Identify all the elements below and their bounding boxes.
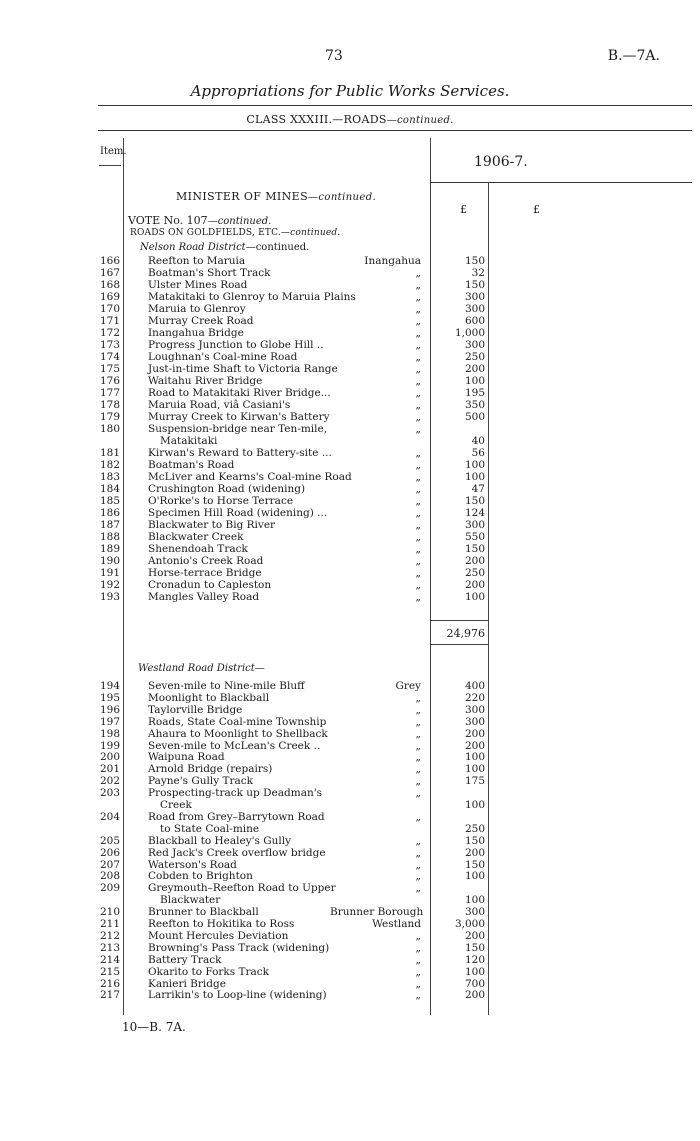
item-number: 187 <box>100 519 121 531</box>
item-amount: 300 <box>464 303 485 315</box>
district-name: „ <box>415 834 421 847</box>
district-name: „ <box>415 279 421 291</box>
item-number: 203 <box>100 787 121 800</box>
item-description: Roads, State Coal-mine Township <box>148 715 327 728</box>
item-description: Specimen Hill Road (widening) ... <box>148 507 328 519</box>
table-row <box>0 775 700 787</box>
item-amount: 100 <box>464 471 485 483</box>
district-name: „ <box>415 727 421 740</box>
item-column-header: Item. <box>100 146 127 157</box>
item-description: Road to Matakitaki River Bridge... <box>148 387 331 399</box>
item-amount: 124 <box>464 507 485 519</box>
table-row <box>0 763 700 775</box>
item-description: Road from Grey–Barrytown Road <box>148 810 325 823</box>
item-number: 168 <box>100 279 121 291</box>
district-name: „ <box>415 739 421 752</box>
item-number: 201 <box>100 763 121 776</box>
item-number: 189 <box>100 543 121 555</box>
table-row <box>0 339 700 351</box>
item-description: Suspension-bridge near Ten-mile, <box>148 423 328 435</box>
district-name: Grey <box>395 680 421 692</box>
item-amount: 300 <box>464 906 485 919</box>
item-number: 209 <box>100 882 121 895</box>
item-description: Waterson's Road <box>148 858 237 871</box>
item-description: Larrikin's to Loop-line (widening) <box>148 989 327 1002</box>
item-description: Maruia to Glenroy <box>148 303 246 315</box>
item-amount: 195 <box>464 387 485 399</box>
item-amount: 56 <box>471 447 485 459</box>
item-description: Okarito to Forks Track <box>148 965 270 978</box>
item-description: Matakitaki to Glenroy to Maruia Plains <box>148 291 356 303</box>
district-name: „ <box>415 543 421 555</box>
item-number: 207 <box>100 858 121 871</box>
district-name: Inangahua <box>364 255 421 267</box>
district-name: „ <box>415 965 421 978</box>
table-row <box>0 303 700 315</box>
item-amount: 3,000 <box>454 918 485 930</box>
district-name: „ <box>415 858 421 871</box>
table-row <box>0 495 700 507</box>
table-row <box>0 399 700 411</box>
district-name: „ <box>415 941 421 954</box>
item-description: Reefton to Hokitika to Ross <box>148 918 295 930</box>
item-amount: 200 <box>464 579 485 591</box>
item-amount: 100 <box>464 459 485 471</box>
item-number: 172 <box>100 327 121 339</box>
item-description: O'Rorke's to Horse Terrace <box>148 495 294 507</box>
item-amount: 200 <box>464 929 485 942</box>
item-number: 197 <box>100 715 121 728</box>
westland-district-heading: Westland Road District— <box>138 663 265 674</box>
item-amount: 150 <box>464 255 485 267</box>
item-description: Prospecting-track up Deadman's <box>148 787 322 800</box>
item-number: 176 <box>100 375 121 387</box>
item-description: Cronadun to Capleston <box>148 579 272 591</box>
item-amount: 150 <box>464 941 485 954</box>
district-name: „ <box>415 507 421 519</box>
item-description: Cobden to Brighton <box>148 870 253 883</box>
table-row <box>0 704 700 716</box>
item-description: Kirwan's Reward to Battery-site ... <box>148 447 332 459</box>
item-number: 183 <box>100 471 121 483</box>
district-name: „ <box>415 519 421 531</box>
district-name: „ <box>415 351 421 363</box>
item-number: 210 <box>100 906 121 919</box>
item-amount: 300 <box>464 339 485 351</box>
item-amount: 400 <box>464 680 485 692</box>
table-row <box>0 291 700 303</box>
district-name: „ <box>415 846 421 859</box>
district-name: Brunner Borough <box>330 906 424 919</box>
item-number: 169 <box>100 291 121 303</box>
district-name: „ <box>415 763 421 776</box>
item-description: Murray Creek Road <box>148 315 254 327</box>
item-amount: 40 <box>471 435 485 447</box>
item-amount: 150 <box>464 495 485 507</box>
item-number: 214 <box>100 953 121 966</box>
item-description: Greymouth–Reefton Road to Upper <box>148 882 336 895</box>
table-row <box>0 363 700 375</box>
table-row-continuation <box>0 435 700 447</box>
district-name: „ <box>415 953 421 966</box>
table-row-continuation <box>0 894 700 906</box>
item-description: Blackwater Creek <box>148 531 244 543</box>
item-number: 181 <box>100 447 121 459</box>
item-description: Arnold Bridge (repairs) <box>148 763 273 776</box>
item-number: 186 <box>100 507 121 519</box>
table-row <box>0 870 700 882</box>
table-row <box>0 267 700 279</box>
district-name: „ <box>415 531 421 543</box>
table-row <box>0 555 700 567</box>
table-row <box>0 847 700 859</box>
item-amount: 150 <box>464 279 485 291</box>
item-amount: 300 <box>464 291 485 303</box>
district-name: „ <box>415 787 421 800</box>
table-row <box>0 989 700 1001</box>
item-description: Kanieri Bridge <box>148 977 226 990</box>
item-description: Inangahua Bridge <box>148 327 244 339</box>
item-number: 190 <box>100 555 121 567</box>
item-amount: 300 <box>464 715 485 728</box>
item-number: 215 <box>100 965 121 978</box>
item-amount: 250 <box>464 567 485 579</box>
item-description: Brunner to Blackball <box>148 906 259 919</box>
item-number: 184 <box>100 483 121 495</box>
district-name: „ <box>415 471 421 483</box>
item-description: Ahaura to Moonlight to Shellback <box>148 727 328 740</box>
table-row <box>0 728 700 740</box>
district-name: „ <box>415 423 421 435</box>
district-name: „ <box>415 882 421 895</box>
table-row-continuation <box>0 823 700 835</box>
district-name: „ <box>415 977 421 990</box>
item-number: 182 <box>100 459 121 471</box>
item-number: 199 <box>100 739 121 752</box>
item-description: Shenendoah Track <box>148 543 248 555</box>
item-description: Antonio's Creek Road <box>148 555 264 567</box>
item-amount: 47 <box>471 483 485 495</box>
item-amount: 500 <box>464 411 485 423</box>
item-number: 171 <box>100 315 121 327</box>
item-amount: 175 <box>464 775 485 788</box>
district-name: „ <box>415 387 421 399</box>
item-number: 206 <box>100 846 121 859</box>
district-name: „ <box>415 579 421 591</box>
item-description: Crushington Road (widening) <box>148 483 306 495</box>
item-description: Red Jack's Creek overflow bridge <box>148 846 326 859</box>
item-amount: 550 <box>464 531 485 543</box>
table-row <box>0 519 700 531</box>
table-row <box>0 811 700 823</box>
district-name: „ <box>415 555 421 567</box>
district-name: „ <box>415 375 421 387</box>
item-description: Taylorville Bridge <box>148 703 243 716</box>
district-name: „ <box>415 591 421 603</box>
item-description: Progress Junction to Globe Hill .. <box>148 339 324 351</box>
item-description: Mangles Valley Road <box>148 591 260 603</box>
table-row <box>0 954 700 966</box>
page-number: 73 <box>325 48 343 64</box>
document-reference: B.—7A. <box>607 48 660 64</box>
item-amount: 100 <box>464 965 485 978</box>
item-amount: 150 <box>464 543 485 555</box>
table-row <box>0 375 700 387</box>
subtitle-rule <box>98 130 692 131</box>
item-number: 179 <box>100 411 121 423</box>
item-amount: 150 <box>464 858 485 871</box>
item-amount: 32 <box>471 267 485 279</box>
item-amount: 100 <box>464 375 485 387</box>
table-row <box>0 716 700 728</box>
district-name: „ <box>415 810 421 823</box>
district-name: Westland <box>372 918 421 930</box>
item-amount: 120 <box>464 953 485 966</box>
item-number: 196 <box>100 703 121 716</box>
item-amount: 200 <box>464 727 485 740</box>
district-name: „ <box>415 303 421 315</box>
item-number: 166 <box>100 255 121 267</box>
item-description: Reefton to Maruia <box>148 255 246 267</box>
district-name: „ <box>415 775 421 788</box>
table-row <box>0 942 700 954</box>
district-name: „ <box>415 703 421 716</box>
item-amount: 100 <box>464 870 485 883</box>
table-row <box>0 507 700 519</box>
item-number: 213 <box>100 941 121 954</box>
item-amount: 200 <box>464 739 485 752</box>
district-name: „ <box>415 715 421 728</box>
table-row <box>0 930 700 942</box>
table-row <box>0 692 700 704</box>
ministry-heading: MINISTER OF MINES—continued. <box>176 190 377 203</box>
item-description: Just-in-time Shaft to Victoria Range <box>148 363 338 375</box>
table-row <box>0 787 700 799</box>
table-row <box>0 447 700 459</box>
table-row-continuation <box>0 799 700 811</box>
item-description: Maruia Road, viâ Casiani's <box>148 399 291 411</box>
item-number: 205 <box>100 834 121 847</box>
item-number: 177 <box>100 387 121 399</box>
table-row <box>0 543 700 555</box>
item-amount: 220 <box>464 691 485 704</box>
item-number: 204 <box>100 810 121 823</box>
item-number: 191 <box>100 567 121 579</box>
subtotal-rule-bottom <box>430 644 488 645</box>
item-number: 216 <box>100 977 121 990</box>
table-row <box>0 918 700 930</box>
item-amount: 100 <box>464 763 485 776</box>
item-description: Mount Hercules Deviation <box>148 929 289 942</box>
item-description: Horse-terrace Bridge <box>148 567 262 579</box>
item-amount: 200 <box>464 989 485 1002</box>
item-amount: 1,000 <box>454 327 485 339</box>
item-description: Payne's Gully Track <box>148 775 254 788</box>
table-row <box>0 471 700 483</box>
item-number: 170 <box>100 303 121 315</box>
district-name: „ <box>415 363 421 375</box>
item-description: Ulster Mines Road <box>148 279 248 291</box>
district-name: „ <box>415 399 421 411</box>
roads-heading: ROADS ON GOLDFIELDS, ETC.—continued. <box>130 228 341 238</box>
item-number: 188 <box>100 531 121 543</box>
item-amount: 200 <box>464 555 485 567</box>
district-name: „ <box>415 483 421 495</box>
item-description: Waipuna Road <box>148 751 225 764</box>
year-rule <box>430 182 692 183</box>
item-number: 167 <box>100 267 121 279</box>
table-row <box>0 483 700 495</box>
table-row <box>0 882 700 894</box>
item-number: 192 <box>100 579 121 591</box>
district-name: „ <box>415 267 421 279</box>
subtotal-rule <box>430 620 488 621</box>
table-row <box>0 387 700 399</box>
item-description: Boatman's Short Track <box>148 267 271 279</box>
district-name: „ <box>415 315 421 327</box>
table-row <box>0 680 700 692</box>
item-description-continuation: Matakitaki <box>160 435 218 447</box>
item-number: 212 <box>100 929 121 942</box>
item-description: Moonlight to Blackball <box>148 691 270 704</box>
item-number: 194 <box>100 680 121 692</box>
table-row <box>0 906 700 918</box>
item-description: Battery Track <box>148 953 222 966</box>
item-number: 202 <box>100 775 121 788</box>
item-amount: 100 <box>464 591 485 603</box>
item-description: Seven-mile to McLean's Creek .. <box>148 739 321 752</box>
item-description: Loughnan's Coal-mine Road <box>148 351 298 363</box>
table-row <box>0 327 700 339</box>
signature-mark: 10—B. 7A. <box>122 1020 186 1034</box>
item-description: Browning's Pass Track (widening) <box>148 941 330 954</box>
nelson-district-heading: Nelson Road District—continued. <box>140 242 310 253</box>
vote-heading: VOTE No. 107—continued. <box>128 214 272 227</box>
item-amount: 250 <box>464 822 485 835</box>
item-description-continuation: Creek <box>160 799 192 811</box>
item-amount: 100 <box>464 894 485 907</box>
table-row <box>0 315 700 327</box>
item-description: Murray Creek to Kirwan's Battery <box>148 411 330 423</box>
district-name: „ <box>415 929 421 942</box>
table-row <box>0 966 700 978</box>
item-number: 175 <box>100 363 121 375</box>
table-row <box>0 751 700 763</box>
item-amount: 300 <box>464 703 485 716</box>
item-amount: 200 <box>464 363 485 375</box>
item-number: 173 <box>100 339 121 351</box>
table-row <box>0 279 700 291</box>
item-number: 211 <box>100 918 121 930</box>
district-name: „ <box>415 459 421 471</box>
item-description: Boatman's Road <box>148 459 235 471</box>
district-name: „ <box>415 751 421 764</box>
table-row <box>0 423 700 435</box>
class-title: CLASS XXXIII.—ROADS—continued. <box>246 113 454 126</box>
item-header-underline <box>99 165 121 166</box>
item-number: 185 <box>100 495 121 507</box>
district-name: „ <box>415 691 421 704</box>
item-number: 208 <box>100 870 121 883</box>
district-name: „ <box>415 339 421 351</box>
item-amount: 100 <box>464 751 485 764</box>
table-row <box>0 978 700 990</box>
pound-symbol-1: £ <box>460 203 467 216</box>
item-description: Waitahu River Bridge <box>148 375 263 387</box>
item-amount: 200 <box>464 846 485 859</box>
district-name: „ <box>415 567 421 579</box>
table-row <box>0 579 700 591</box>
item-description: Seven-mile to Nine-mile Bluff <box>148 680 305 692</box>
table-row <box>0 835 700 847</box>
item-amount: 150 <box>464 834 485 847</box>
table-row <box>0 531 700 543</box>
district-name: „ <box>415 291 421 303</box>
table-row <box>0 459 700 471</box>
item-description-continuation: Blackwater <box>160 894 221 907</box>
table-row <box>0 740 700 752</box>
table-row <box>0 351 700 363</box>
nelson-total: 24,976 <box>446 627 485 640</box>
item-number: 198 <box>100 727 121 740</box>
district-name: „ <box>415 495 421 507</box>
item-number: 174 <box>100 351 121 363</box>
item-number: 195 <box>100 691 121 704</box>
district-name: „ <box>415 447 421 459</box>
item-number: 178 <box>100 399 121 411</box>
table-row <box>0 255 700 267</box>
table-row <box>0 859 700 871</box>
item-amount: 700 <box>464 977 485 990</box>
item-description-continuation: to State Coal-mine <box>160 822 260 835</box>
item-number: 217 <box>100 989 121 1002</box>
table-row <box>0 411 700 423</box>
item-amount: 250 <box>464 351 485 363</box>
pound-symbol-2: £ <box>533 203 540 216</box>
district-name: „ <box>415 870 421 883</box>
item-description: Blackwater to Big River <box>148 519 276 531</box>
page-title: Appropriations for Public Works Services. <box>190 82 510 100</box>
item-amount: 100 <box>464 799 485 811</box>
item-amount: 600 <box>464 315 485 327</box>
item-amount: 350 <box>464 399 485 411</box>
item-number: 180 <box>100 423 121 435</box>
district-name: „ <box>415 327 421 339</box>
district-name: „ <box>415 989 421 1002</box>
item-description: McLiver and Kearns's Coal-mine Road <box>148 471 352 483</box>
table-row <box>0 591 700 603</box>
item-number: 193 <box>100 591 121 603</box>
table-row <box>0 567 700 579</box>
item-number: 200 <box>100 751 121 764</box>
title-rule <box>98 105 692 106</box>
item-description: Blackball to Healey's Gully <box>148 834 292 847</box>
district-name: „ <box>415 411 421 423</box>
item-amount: 300 <box>464 519 485 531</box>
year-header: 1906-7. <box>474 154 528 170</box>
